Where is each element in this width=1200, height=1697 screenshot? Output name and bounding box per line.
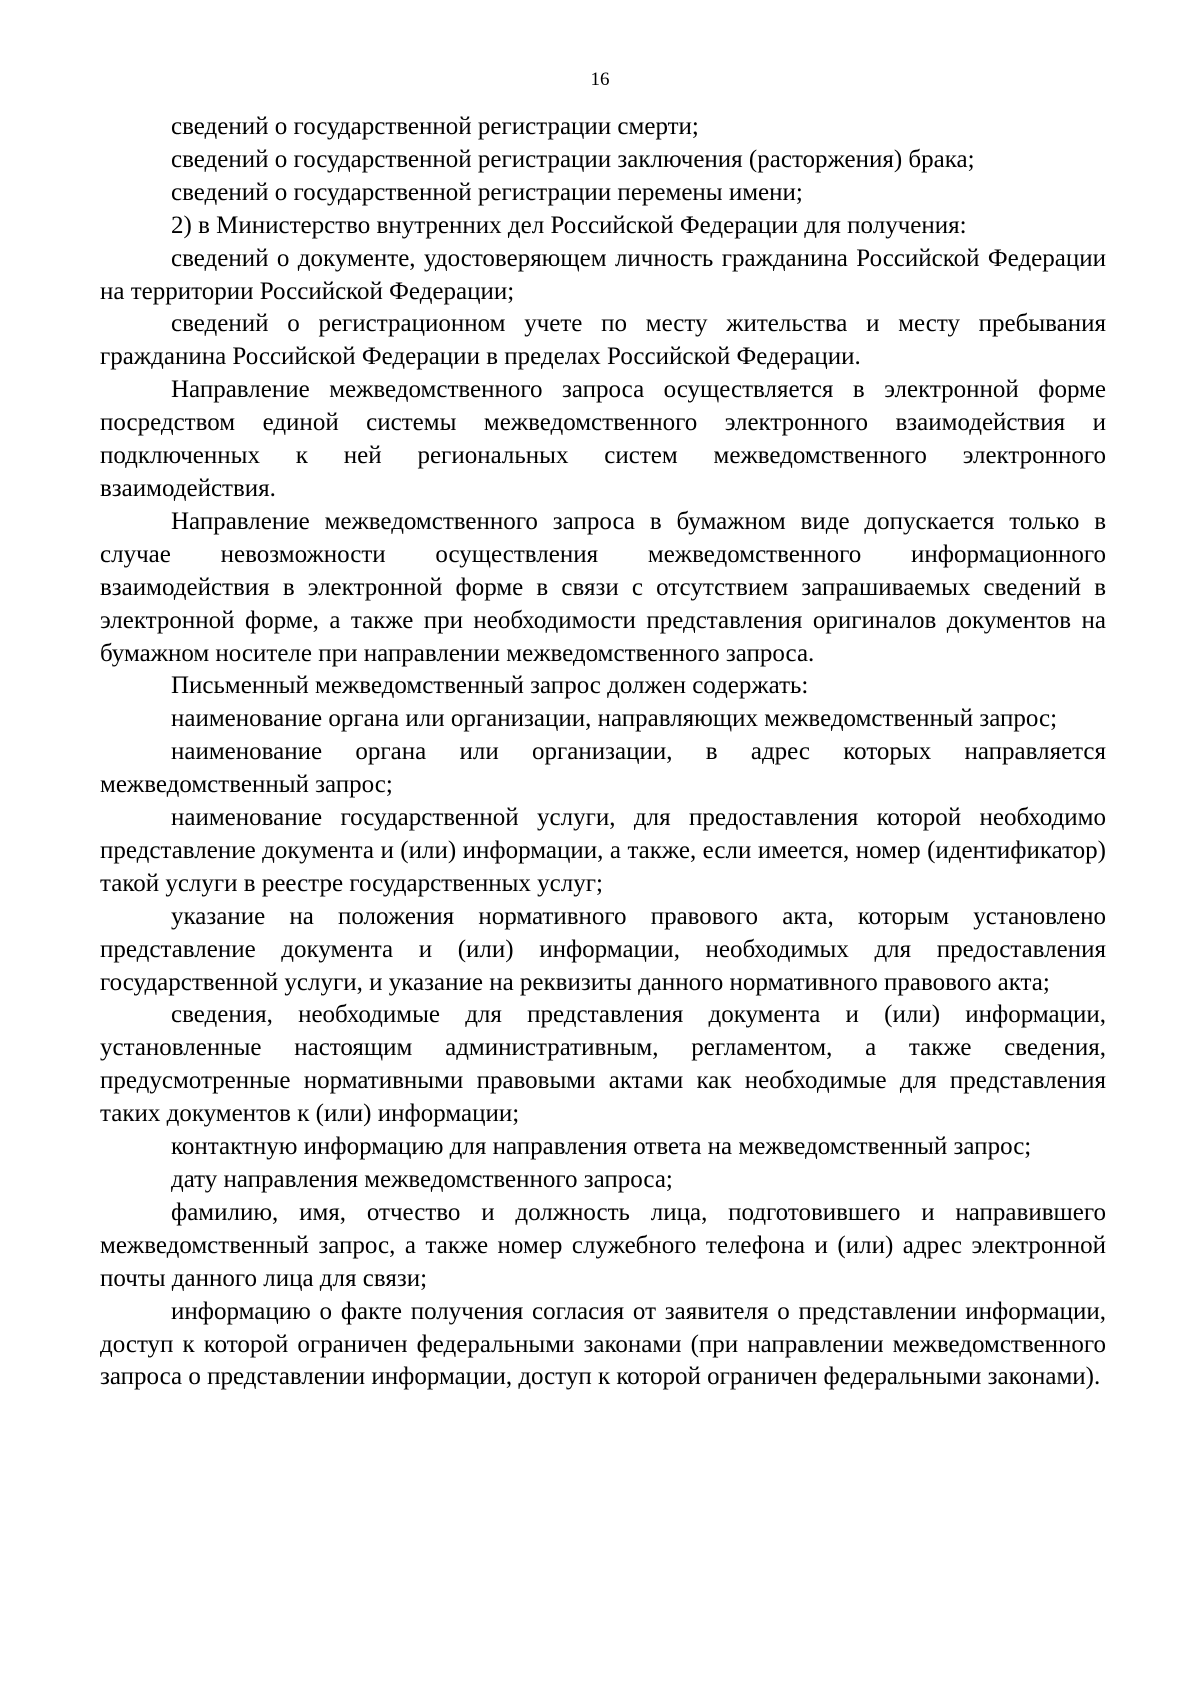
paragraph-13: указание на положения нормативного правового акта, которым установлено представление документа и (или) информации, необходимых для предоставления государственной услуги, и указание на реквизиты данного нормативного правового акта; (100, 902, 1106, 996)
paragraph-15: контактную информацию для направления ответа на межведомственный запрос; (171, 1133, 1032, 1161)
paragraph-4: 2) в Министерство внутренних дел Российской Федерации для получения: (171, 211, 967, 239)
paragraph-6: сведений о регистрационном учете по месту жительства и месту пребывания гражданина Российской Федерации в пределах Российской Федерации. (100, 310, 1106, 371)
paragraph-11: наименование органа или организации, в адрес которых направляется межведомственный запрос; (100, 738, 1106, 799)
paragraph-9: Письменный межведомственный запрос должен содержать: (171, 672, 809, 700)
paragraph-12: наименование государственной услуги, для предоставления которой необходимо представление документа и (или) информации, а также, если имеется, номер (идентификатор) такой услуги в реестре государственных услуг; (100, 804, 1106, 897)
paragraph-18: информацию о факте получения согласия от заявителя о представлении информации, доступ к которой ограничен федеральными законами (при направлении межведомственного запроса о представлении информации, доступ к которой ограничен федеральными законами). (100, 1297, 1106, 1391)
paragraph-8: Направление межведомственного запроса в бумажном виде допускается только в случае невозможности осуществления межведомственного информационного взаимодействия в электронной форме в связи с отсутствием запрашиваемых сведений в электронной форме, а также при необходимости представления оригиналов документов на бумажном носителе при направлении межведомственного запроса. (100, 507, 1106, 667)
paragraph-3: сведений о государственной регистрации перемены имени; (171, 178, 803, 206)
paragraph-10: наименование органа или организации, направляющих межведомственный запрос; (171, 705, 1058, 733)
page-number: 16 (590, 69, 610, 90)
paragraph-1: сведений о государственной регистрации смерти; (171, 113, 699, 140)
paragraph-2: сведений о государственной регистрации заключения (расторжения) брака; (171, 145, 975, 173)
document-body (100, 111, 1106, 1394)
paragraph-7: Направление межведомственного запроса осуществляется в электронной форме посредством единой системы межведомственного электронного взаимодействия и подключенных к ней региональных систем межведомственного электронного взаимодействия. (100, 376, 1106, 502)
paragraph-14: сведения, необходимые для представления документа и (или) информации, установленные настоящим административным, регламентом, а также сведения, предусмотренные нормативными правовыми актами как необходимые для представления таких документов к (или) информации; (100, 1001, 1106, 1128)
paragraph-17: фамилию, имя, отчество и должность лица, подготовившего и направившего межведомственный запрос, а также номер служебного телефона и (или) адрес электронной почты данного лица для связи; (100, 1198, 1106, 1292)
paragraph-16: дату направления межведомственного запроса; (171, 1166, 673, 1193)
paragraph-5: сведений о документе, удостоверяющем личность гражданина Российской Федерации на территории Российской Федерации; (100, 244, 1106, 305)
